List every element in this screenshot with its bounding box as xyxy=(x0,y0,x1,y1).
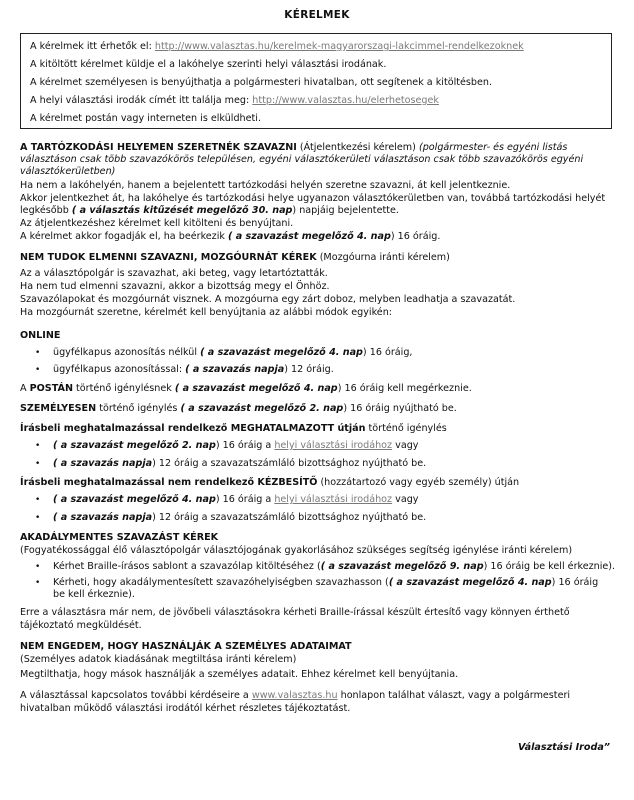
bullet: • xyxy=(35,441,41,451)
section-2-text: Az a választópolgár is szavazhat, aki beteg, vagy letartóztatták. xyxy=(20,268,328,279)
online-option-2: ügyfélkapus azonosítással: ( a szavazás napja) 12 óráig. xyxy=(53,364,334,375)
online-heading: ONLINE xyxy=(20,330,61,341)
page-title: KÉRELMEK xyxy=(284,9,350,21)
section-1-heading: A TARTÓZKODÁSI HELYEMEN SZERETNÉK SZAVAZNI (Átjelentkezési kérelem) (polgármester- és egyéni listás xyxy=(20,142,568,153)
local-office-link[interactable]: helyi választási irodához xyxy=(274,494,393,505)
requests-link[interactable]: http://www.valasztas.hu/kerelmek-magyarorszagi-lakcimmel-rendelkezoknek xyxy=(154,41,524,52)
box-line-4: A helyi választási irodák címét itt találja meg: http://www.valasztas.hu/elerhetosegek xyxy=(30,95,439,106)
online-option-1: ügyfélkapus azonosítás nélkül ( a szavazást megelőző 4. nap) 16 óráig, xyxy=(53,347,413,358)
section-1-text: Az átjelentkezéshez kérelmet kell kitölteni és benyújtani. xyxy=(20,218,294,229)
braille-option: Kérhet Braille-írásos sablont a szavazólap kitöltéséhez (( a szavazást megelőző 9. nap) 16 óráig be kell érkeznie). xyxy=(53,561,616,572)
box-line-3: A kérelmet személyesen is benyújthatja a polgármesteri hivatalban, ott segítenek a kitöltésben. xyxy=(30,77,493,88)
section-1-text: Akkor jelentkezhet át, ha lakóhelye és tartózkodási helye ugyanazon választókerületben van, továbbá tartózkodási helyét xyxy=(20,193,606,204)
closing-text: hivatalban működő választási irodától kérhet részletes tájékoztatást. xyxy=(20,703,351,714)
box-line-2: A kitöltött kérelmet küldje el a lakóhelye szerinti helyi választási irodának. xyxy=(30,59,387,70)
signature: Választási Iroda” xyxy=(517,742,610,753)
bullet: • xyxy=(35,348,41,358)
bullet: • xyxy=(35,459,41,469)
section-3-subtitle: (Fogyatékossággal élő választópolgár választójogának gyakorlásához szükséges segítség igénylése iránti kérelem) xyxy=(20,545,573,556)
valasztas-link[interactable]: www.valasztas.hu xyxy=(251,690,338,701)
section-2-text: Szavazólapokat és mozgóurnát visznek. A mozgóurna egy zárt doboz, melyben leadhatja a szavazatát. xyxy=(20,294,516,305)
local-office-link[interactable]: helyi választási irodához xyxy=(274,440,393,451)
courier-request-heading: Írásbeli meghatalmazással nem rendelkező KÉZBESÍTŐ (hozzátartozó vagy egyéb személy) útján xyxy=(20,477,520,488)
section-1-text: Ha nem a lakóhelyén, hanem a bejelentett tartózkodási helyén szeretne szavazni, át kell jelentkeznie. xyxy=(20,180,511,191)
accessible-room-option: Kérheti, hogy akadálymentesített szavazóhelyiségben szavazhasson (( a szavazást megelőző 4. nap) 16 óráig xyxy=(53,577,599,588)
authorized-request-heading: Írásbeli meghatalmazással rendelkező MEGHATALMAZOTT útján történő igénylés xyxy=(20,423,447,434)
courier-option-1: ( a szavazást megelőző 4. nap) 16 óráig a helyi választási irodához vagy xyxy=(53,494,419,505)
box-line-1: A kérelmek itt érhetők el: http://www.valasztas.hu/kerelmek-magyarorszagi-lakcimmel-rendelkezoknek xyxy=(30,41,524,52)
section-1-heading-cont: választáson csak több szavazókörös településen, egyéni választókerületi választáson csak több szavazókörös egyéni xyxy=(20,154,584,165)
contacts-link[interactable]: http://www.valasztas.hu/elerhetosegek xyxy=(252,95,439,106)
authorized-option-2: ( a szavazás napja) 12 óráig a szavazatszámláló bizottsághoz nyújtható be. xyxy=(53,458,427,469)
section-1-heading-cont: választókerületben) xyxy=(20,166,116,177)
section-1-text: A kérelmet akkor fogadják el, ha beérkezik ( a szavazást megelőző 4. nap) 16 óráig. xyxy=(20,231,441,242)
closing-text: A választással kapcsolatos további kérdéseire a www.valasztas.hu honlapon találhat választ, vagy a polgármesteri xyxy=(20,690,571,701)
bullet: • xyxy=(35,495,41,505)
bullet: • xyxy=(35,513,41,523)
section-2-heading: NEM TUDOK ELMENNI SZAVAZNI, MOZGÓURNÁT KÉREK (Mozgóurna iránti kérelem) xyxy=(20,252,450,263)
section-4-text: Megtilthatja, hogy mások használják a személyes adatait. Ehhez kérelmet kell benyújtania. xyxy=(20,669,459,680)
section-3-heading: AKADÁLYMENTES SZAVAZÁST KÉREK xyxy=(20,532,219,543)
authorized-option-1: ( a szavazást megelőző 2. nap) 16 óráig a helyi választási irodához vagy xyxy=(53,440,419,451)
section-3-text: tájékoztató megküldését. xyxy=(20,620,142,631)
bullet: • xyxy=(35,365,41,375)
section-4-heading: NEM ENGEDEM, HOGY HASZNÁLJÁK A SZEMÉLYES ADATAIMAT xyxy=(20,641,352,652)
section-4-subtitle: (Személyes adatok kiadásának megtiltása iránti kérelem) xyxy=(20,654,297,665)
bullet: • xyxy=(35,578,41,588)
section-3-text: Erre a választásra már nem, de jövőbeli választásokra kérheti Braille-írással készült értesítő vagy könnyen érthető xyxy=(20,607,570,618)
personal-request: SZEMÉLYESEN történő igénylés ( a szavazást megelőző 2. nap) 16 óráig nyújtható be. xyxy=(20,403,457,414)
postal-request: A POSTÁN történő igénylésnek ( a szavazást megelőző 4. nap) 16 óráig kell megérkeznie. xyxy=(20,383,472,394)
bullet: • xyxy=(35,562,41,572)
section-2-text: Ha nem tud elmenni szavazni, akkor a bizottság megy el Önhöz. xyxy=(20,281,330,292)
section-2-text: Ha mozgóurnát szeretne, kérelmét kell benyújtania az alábbi módok egyikén: xyxy=(20,307,393,318)
accessible-room-option-cont: be kell érkeznie). xyxy=(53,589,135,600)
courier-option-2: ( a szavazás napja) 12 óráig a szavazatszámláló bizottsághoz nyújtható be. xyxy=(53,512,427,523)
section-1-text: legkésőbb ( a választás kitűzését megelőző 30. nap) napjáig bejelentette. xyxy=(20,205,399,216)
box-line-5: A kérelmet postán vagy interneten is elküldheti. xyxy=(30,113,261,124)
